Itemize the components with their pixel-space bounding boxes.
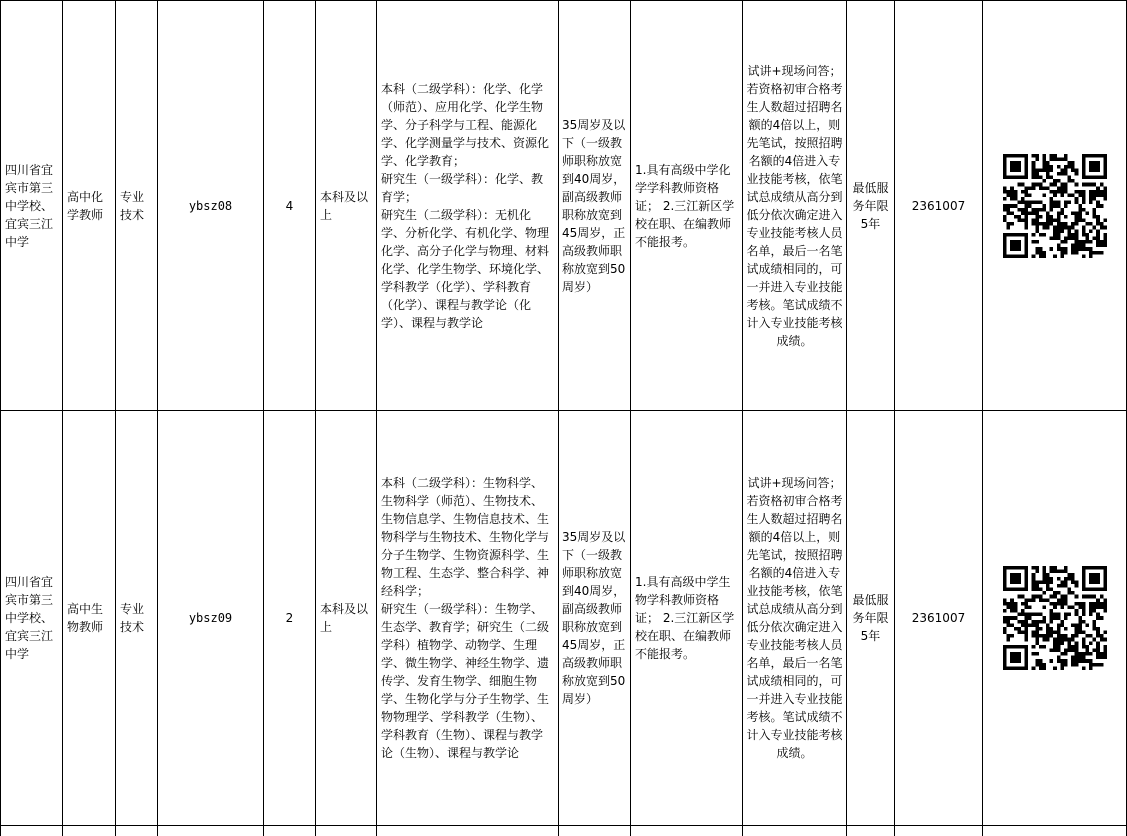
qr-cell [983,1,1127,411]
other-conditions-cell: 1.具有高级中学化学学科教师资格证； 2.三江新区学校在职、在编教师不能报考。 [631,1,743,411]
qr-code-icon [1003,154,1107,258]
education-cell: 本科及以上 [316,1,377,411]
headcount-cell: 2 [264,411,316,826]
phone-cell: 2361007 [895,411,983,826]
table-row [1,411,1127,826]
employer-cell: 四川省宜宾市第三中学校、宜宾三江中学 [1,1,63,411]
empty-cell [158,826,264,836]
empty-cell [847,826,895,836]
age-cell: 35周岁及以下（一级教师职称放宽到40周岁，副高级教师职称放宽到45周岁，正高级教师职称放宽到50周岁） [559,411,631,826]
exam-method-cell: 试讲+现场问答；若资格初审合格考生人数超过招聘名额的4倍以上，则先笔试，按照招聘名额的4倍进入专业技能考核，依笔试总成绩从高分到低分依次确定进入专业技能考核人员名单，最后一名笔试成绩相同的，可一并进入专业技能考核。笔试成绩不计入专业技能考核成绩。 [743,411,847,826]
empty-cell [1,826,63,836]
age-cell: 35周岁及以下（一级教师职称放宽到40周岁，副高级教师职称放宽到45周岁，正高级教师职称放宽到50周岁） [559,1,631,411]
post-category-cell: 专业技术 [116,411,158,826]
empty-cell [559,826,631,836]
exam-method-cell: 试讲+现场问答；若资格初审合格考生人数超过招聘名额的4倍以上，则先笔试，按照招聘名额的4倍进入专业技能考核，依笔试总成绩从高分到低分依次确定进入专业技能考核人员名单，最后一名笔试成绩相同的，可一并进入专业技能考核。笔试成绩不计入专业技能考核成绩。 [743,1,847,411]
qr-code-icon [1003,566,1107,670]
empty-cell [631,826,743,836]
phone-cell: 2361007 [895,1,983,411]
post-name-cell: 高中生物教师 [63,411,116,826]
employer-cell: 四川省宜宾市第三中学校、宜宾三江中学 [1,411,63,826]
post-code-cell: ybsz09 [158,411,264,826]
post-category-cell: 专业技术 [116,1,158,411]
empty-cell [316,826,377,836]
empty-cell [377,826,559,836]
empty-cell [743,826,847,836]
major-cell: 本科（二级学科）：化学、化学（师范）、应用化学、化学生物学、分子科学与工程、能源化学、化学测量学与技术、资源化学、化学教育； 研究生（一级学科）：化学、教育学； 研究生（二级学科）：无机化学、分析化学、有机化学、物理化学、高分子化学与物理、材料化学、化学生物学、环境化学、学科教学（化学）、学科教育（化学）、课程与教学论（化学）、课程与教学论 [377,1,559,411]
empty-cell [895,826,983,836]
empty-cell [983,826,1127,836]
major-cell: 本科（二级学科）：生物科学、生物科学（师范）、生物技术、生物信息学、生物信息技术、生物科学与生物技术、生物化学与分子生物学、生物资源科学、生物工程、生态学、整合科学、神经科学； 研究生（一级学科）：生物学、生态学、教育学；研究生（二级学科）植物学、动物学、生理学、微生物学、神经生物学、遗传学、发育生物学、细胞生物学、生物化学与分子生物学、生物物理学、学科教学（生物）、学科教育（生物）、课程与教学论（生物）、课程与教学论 [377,411,559,826]
empty-cell [63,826,116,836]
other-conditions-cell: 1.具有高级中学生物学科教师资格证； 2.三江新区学校在职、在编教师不能报考。 [631,411,743,826]
education-cell: 本科及以上 [316,411,377,826]
qr-cell [983,411,1127,826]
post-name-cell: 高中化学教师 [63,1,116,411]
service-term-cell: 最低服务年限5年 [847,411,895,826]
service-term-cell: 最低服务年限5年 [847,1,895,411]
table-row [1,826,1127,836]
post-code-cell: ybsz08 [158,1,264,411]
empty-cell [264,826,316,836]
headcount-cell: 4 [264,1,316,411]
table-row [1,1,1127,411]
empty-cell [116,826,158,836]
